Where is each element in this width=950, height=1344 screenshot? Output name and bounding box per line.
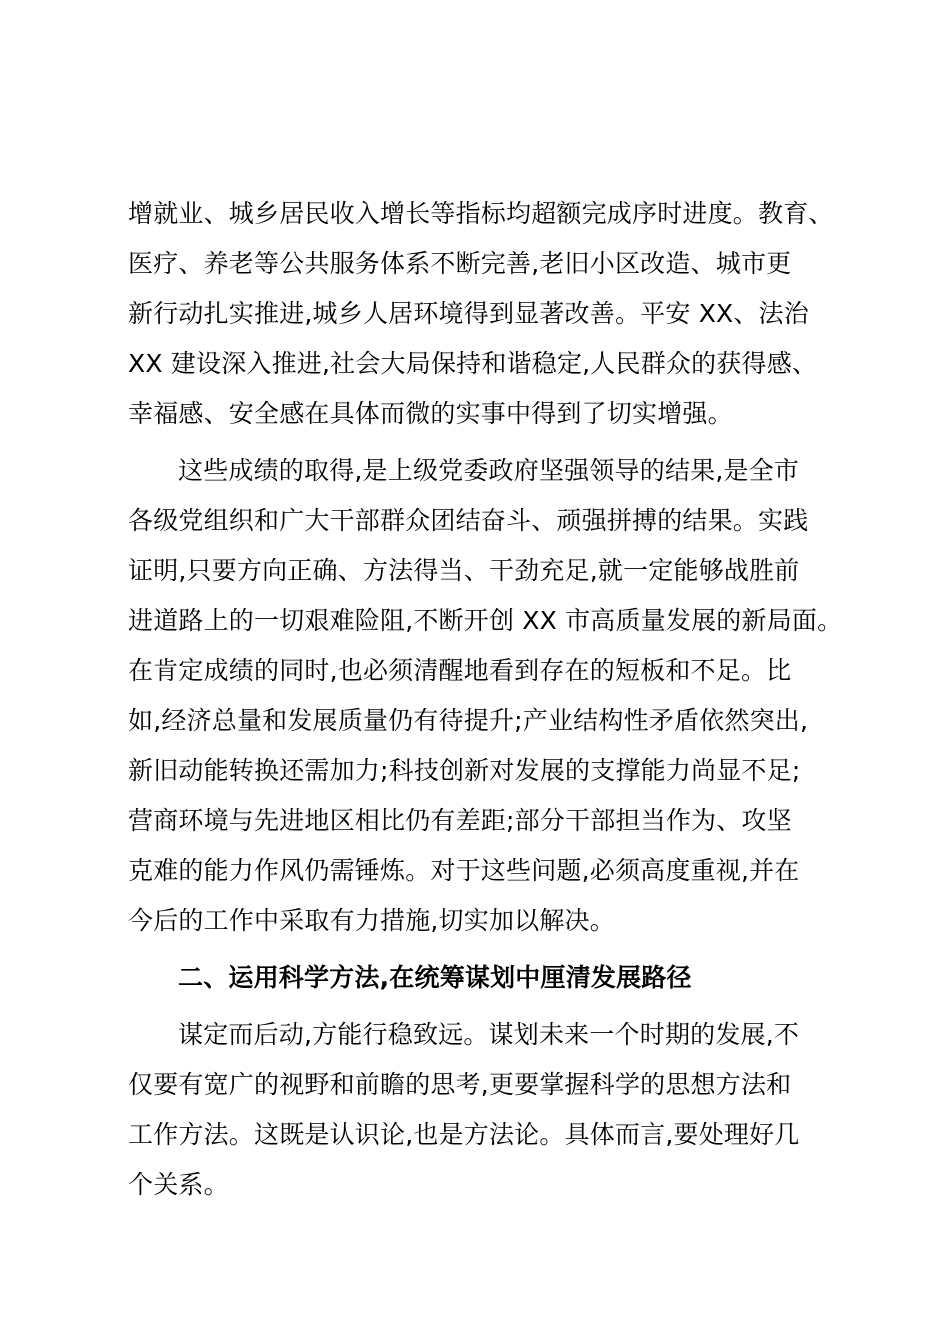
paragraph-3-line-2: 仅要有宽广的视野和前瞻的思考,更要掌握科学的思想方法和: [128, 1070, 792, 1099]
paragraph-2-line-9: 克难的能力作风仍需锤炼。对于这些问题,必须高度重视,并在: [128, 856, 800, 885]
paragraph-2-line-3: 证明,只要方向正确、方法得当、干劲充足,就一定能够战胜前: [128, 556, 800, 585]
paragraph-3-line-1: 谋定而后动,方能行稳致远。谋划未来一个时期的发展,不: [178, 1020, 800, 1049]
paragraph-2-line-2: 各级党组织和广大干部群众团结奋斗、顽强拼搏的结果。实践: [128, 506, 809, 535]
paragraph-2-line-1: 这些成绩的取得,是上级党委政府坚强领导的结果,是全市: [178, 456, 800, 485]
paragraph-3-line-4: 个关系。: [128, 1170, 229, 1199]
paragraph-2-line-7: 新旧动能转换还需加力;科技创新对发展的支撑能力尚显不足;: [128, 756, 801, 785]
paragraph-2-line-10: 今后的工作中采取有力措施,切实加以解决。: [128, 906, 615, 935]
paragraph-1-line-1: 增就业、城乡居民收入增长等指标均超额完成序时进度。教育、: [128, 199, 834, 228]
paragraph-1-line-4: XX 建设深入推进,社会大局保持和谐稳定,人民群众的获得感、: [128, 349, 818, 378]
paragraph-1-line-3: 新行动扎实推进,城乡人居环境得到显著改善。平安 XX、法治: [128, 299, 809, 328]
paragraph-2-line-6: 如,经济总量和发展质量仍有待提升;产业结构性矛盾依然突出,: [128, 706, 809, 735]
section-heading: 二、运用科学方法,在统筹谋划中厘清发展路径: [178, 963, 692, 992]
paragraph-2-line-4: 进道路上的一切艰难险阻,不断开创 XX 市高质量发展的新局面。: [128, 606, 843, 635]
paragraph-1-line-2: 医疗、养老等公共服务体系不断完善,老旧小区改造、城市更: [128, 249, 792, 278]
paragraph-1-line-5: 幸福感、安全感在具体而微的实事中得到了切实增强。: [128, 399, 733, 428]
paragraph-3-line-3: 工作方法。这既是认识论,也是方法论。具体而言,要处理好几: [128, 1120, 800, 1149]
paragraph-2-line-5: 在肯定成绩的同时,也必须清醒地看到存在的短板和不足。比: [128, 656, 792, 685]
paragraph-2-line-8: 营商环境与先进地区相比仍有差距;部分干部担当作为、攻坚: [128, 806, 792, 835]
